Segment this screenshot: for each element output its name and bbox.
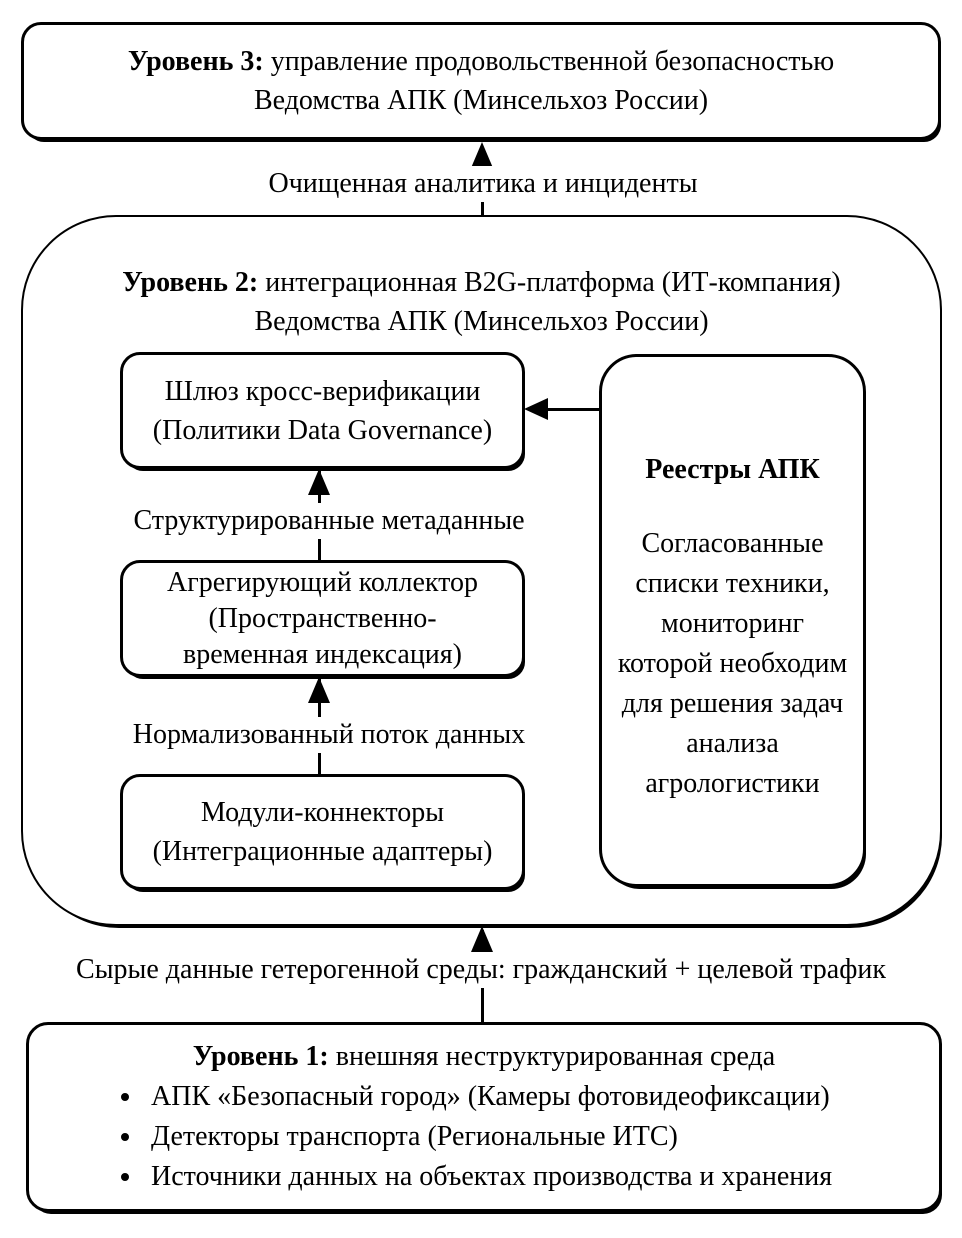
collector-line2: (Пространственно-: [208, 602, 437, 634]
bullet-icon: [121, 1093, 129, 1101]
registries-body-line: списки техники,: [635, 567, 830, 599]
level2-title-prefix: Уровень 2:: [122, 267, 259, 298]
registries-title: Реестры АПК: [645, 453, 820, 485]
arrow-up-icon: [308, 677, 330, 703]
collector-box: [120, 560, 525, 677]
arrow-up-icon: [471, 926, 493, 952]
gateway-line1: Шлюз кросс-верификации: [164, 375, 481, 407]
connectors-line2: (Интеграционные адаптеры): [152, 836, 493, 867]
bullet-icon: [121, 1133, 129, 1141]
level1-bullet-item: [29, 1077, 939, 1117]
gateway-line2: (Политики Data Governance): [152, 414, 493, 446]
connectors-box: [120, 774, 525, 890]
level1-bullet-text: АПК «Безопасный город» (Камеры фотовидеофиксации): [151, 1081, 830, 1112]
level1-title-rest: внешняя неструктурированная среда: [335, 1041, 776, 1072]
registries-body-line: анализа: [686, 727, 779, 759]
level2-title-line1: [23, 263, 940, 302]
registries-body-line: которой необходим: [617, 647, 848, 679]
level1-box: [26, 1022, 942, 1212]
level3-title-rest: управление продовольственной безопасностью: [270, 46, 835, 77]
arrow-left-icon: [524, 398, 548, 420]
registries-box: [599, 354, 866, 887]
arrow-up-icon: [471, 142, 493, 168]
connectors-line1: Модули-коннекторы: [200, 797, 445, 828]
level1-title: [29, 1037, 939, 1077]
flow-label-metadata: Структурированные метаданные: [123, 503, 534, 539]
level1-title-prefix: Уровень 1:: [192, 1041, 329, 1072]
level1-bullet-item: [29, 1157, 939, 1197]
registries-body: [618, 524, 847, 804]
registries-body-line: для решения задач: [621, 687, 844, 719]
level3-title-line2: Ведомства АПК (Минсельхоз России): [253, 85, 709, 116]
gateway-box: [120, 352, 525, 469]
level3-title-prefix: Уровень 3:: [127, 46, 264, 77]
level3-box: [21, 22, 941, 140]
collector-line3: временная индексация): [183, 638, 462, 670]
level2-header: [23, 263, 940, 341]
level2-title-line2: Ведомства АПК (Минсельхоз России): [254, 306, 709, 337]
level3-title-line1: [128, 42, 834, 81]
level1-bullet-text: Детекторы транспорта (Региональные ИТС): [151, 1121, 678, 1152]
flow-line-registries: [545, 408, 599, 411]
bullet-icon: [121, 1173, 129, 1181]
flow-label-raw-data: Сырые данные гетерогенной среды: гражданский + целевой трафик: [66, 952, 896, 988]
registries-body-line: агрологистики: [645, 767, 820, 799]
flow-label-analytics: Очищенная аналитика и инциденты: [258, 166, 707, 202]
flow-label-normalized: Нормализованный поток данных: [123, 717, 535, 753]
arrow-up-icon: [308, 469, 330, 495]
level2-container: [21, 215, 942, 926]
registries-body-line: мониторинг: [660, 607, 804, 639]
level1-bullet-item: [29, 1117, 939, 1157]
collector-line1: Агрегирующий коллектор: [167, 566, 478, 598]
registries-body-line: Согласованные: [641, 527, 824, 559]
level1-bullet-text: Источники данных на объектах производства и хранения: [151, 1161, 833, 1192]
level2-title-rest: интеграционная B2G-платформа (ИТ-компания): [265, 267, 841, 298]
